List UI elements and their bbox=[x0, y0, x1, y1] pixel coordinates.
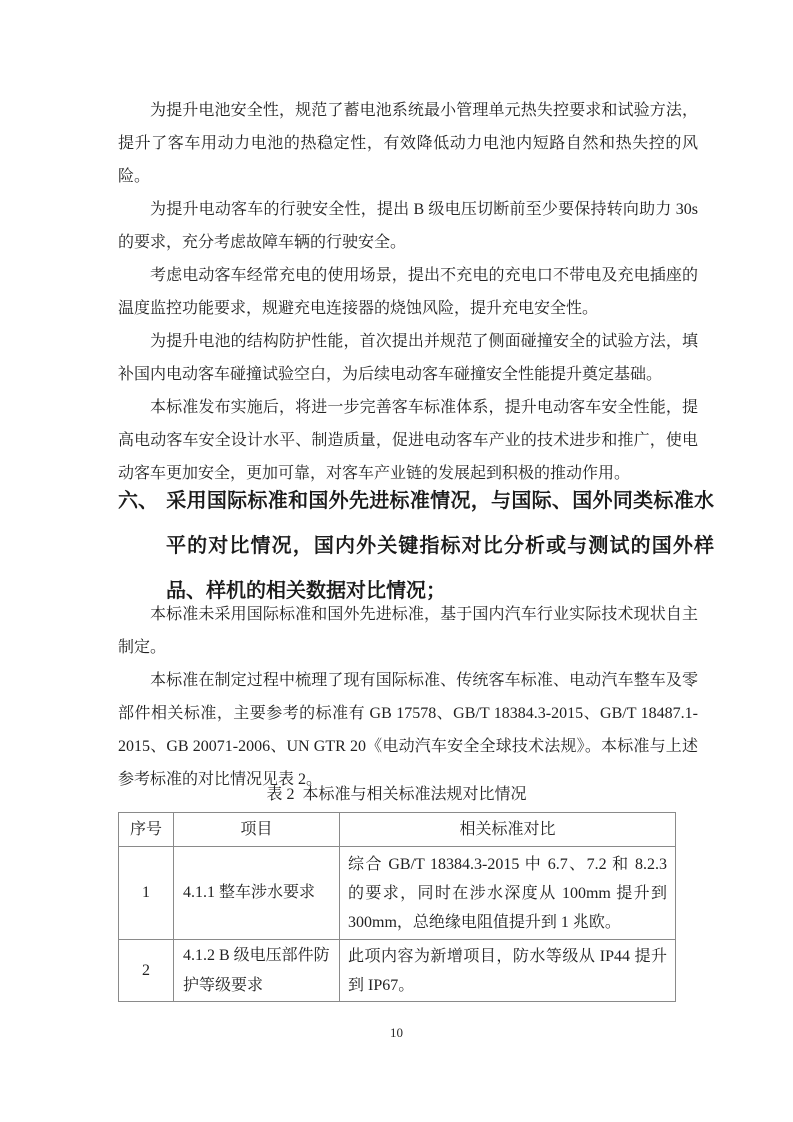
section-heading bbox=[118, 479, 714, 614]
section-number: 六、 bbox=[118, 490, 158, 512]
table-header-row bbox=[119, 813, 676, 847]
column-header-item: 项目 bbox=[174, 813, 340, 847]
cell-row-number: 1 bbox=[119, 847, 174, 940]
paragraph-battery-safety: 为提升电池安全性，规范了蓄电池系统最小管理单元热失控要求和试验方法，提升了客车用动力电池的热稳定性，有效降低动力电池内短路自然和热失控的风险。 bbox=[118, 102, 698, 185]
section-heading-text: 采用国际标准和国外先进标准情况，与国际、国外同类标准水平的对比情况，国内外关键指标对比分析或与测试的国外样品、样机的相关数据对比情况； bbox=[166, 490, 714, 602]
section-body-paragraphs-block bbox=[118, 598, 698, 796]
paragraph-charging-safety: 考虑电动客车经常充电的使用场景，提出不充电的充电口不带电及充电插座的温度监控功能要求，规避充电连接器的烧蚀风险，提升充电安全性。 bbox=[118, 267, 698, 317]
cell-comparison: 此项内容为新增项目，防水等级从 IP44 提升到 IP67。 bbox=[340, 940, 676, 1002]
table-row bbox=[119, 940, 676, 1002]
table-caption: 表 2 本标准与相关标准法规对比情况 bbox=[266, 786, 527, 803]
cell-item: 4.1.2 B 级电压部件防护等级要求 bbox=[174, 940, 340, 1002]
standards-comparison-table bbox=[118, 812, 676, 1002]
paragraph-driving-safety: 为提升电动客车的行驶安全性，提出 B 级电压切断前至少要保持转向助力 30s 的要求，充分考虑故障车辆的行驶安全。 bbox=[118, 201, 698, 251]
cell-comparison: 综合 GB/T 18384.3-2015 中 6.7、7.2 和 8.2.3 的要求，同时在涉水深度从 100mm 提升到 300mm，总绝缘电阻值提升到 1 兆欧。 bbox=[340, 847, 676, 940]
paragraph-crash-protection: 为提升电池的结构防护性能，首次提出并规范了侧面碰撞安全的试验方法，填补国内电动客车碰撞试验空白，为后续电动客车碰撞安全性能提升奠定基础。 bbox=[118, 333, 698, 383]
paragraph-no-international-standard: 本标准未采用国际标准和国外先进标准，基于国内汽车行业实际技术现状自主制定。 bbox=[118, 606, 698, 656]
intro-paragraphs-block bbox=[118, 94, 698, 490]
page-number: 10 bbox=[390, 1025, 403, 1040]
paragraph-implementation-benefit: 本标准发布实施后，将进一步完善客车标准体系，提升电动客车安全性能，提高电动客车安全设计水平、制造质量，促进电动客车产业的技术进步和推广，使电动客车更加安全，更加可靠，对客车产业链的发展起到积极的推动作用。 bbox=[118, 399, 698, 482]
cell-item: 4.1.1 整车涉水要求 bbox=[174, 847, 340, 940]
table-row bbox=[119, 847, 676, 940]
column-header-no: 序号 bbox=[119, 813, 174, 847]
cell-row-number: 2 bbox=[119, 940, 174, 1002]
paragraph-reference-standards: 本标准在制定过程中梳理了现有国际标准、传统客车标准、电动汽车整车及零部件相关标准，主要参考的标准有 GB 17578、GB/T 18384.3-2015、GB/T 18487.1-2015、GB 20071-2006、UN GTR 20《电动汽车安全全球技术法规》。本标准与上述参考标准的对比情况见表 2。 bbox=[118, 672, 698, 788]
column-header-comparison: 相关标准对比 bbox=[340, 813, 676, 847]
